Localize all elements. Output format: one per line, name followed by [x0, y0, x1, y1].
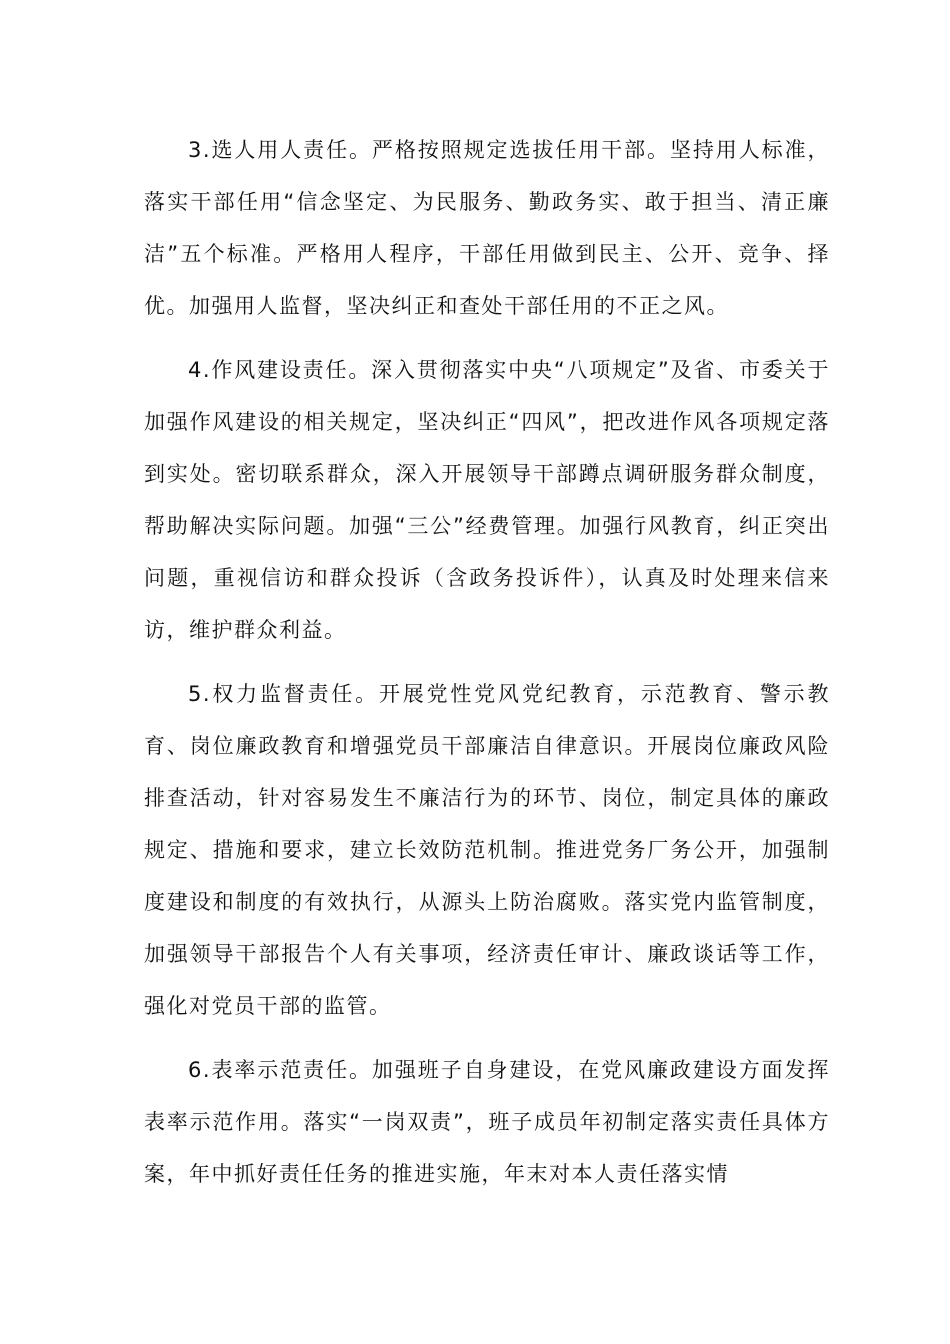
paragraph-work-style-responsibility: 4.作风建设责任。深入贯彻落实中央“八项规定”及省、市委关于加强作风建设的相关规定，坚决纠正“四风”，把改进作风各项规定落到实处。密切联系群众，深入开展领导干部蹲点调研服务群众制度，帮助解决实际问题。加强“三公”经费管理。加强行风教育，纠正突出问题，重视信访和群众投诉（含政务投诉件），认真及时处理来信来访，维护群众利益。: [144, 358, 830, 642]
paragraph-exemplary-responsibility: 6.表率示范责任。加强班子自身建设，在党风廉政建设方面发挥表率示范作用。落实“一岗双责”，班子成员年初制定落实责任具体方案，年中抓好责任任务的推进实施，年末对本人责任落实情: [144, 1058, 830, 1186]
paragraph-power-supervision-responsibility: 5.权力监督责任。开展党性党风党纪教育，示范教育、警示教育、岗位廉政教育和增强党员干部廉洁自律意识。开展岗位廉政风险排查活动，针对容易发生不廉洁行为的环节、岗位，制定具体的廉政规定、措施和要求，建立长效防范机制。推进党务厂务公开，加强制度建设和制度的有效执行，从源头上防治腐败。落实党内监管制度，加强领导干部报告个人有关事项，经济责任审计、廉政谈话等工作，强化对党员干部的监管。: [144, 682, 830, 1018]
document-body: [144, 124, 830, 1212]
paragraph-selection-responsibility: 3.选人用人责任。严格按照规定选拔任用干部。坚持用人标准，落实干部任用“信念坚定、为民服务、勤政务实、敢于担当、清正廉洁”五个标准。严格用人程序，干部任用做到民主、公开、竞争、择优。加强用人监督，坚决纠正和查处干部任用的不正之风。: [144, 138, 830, 318]
